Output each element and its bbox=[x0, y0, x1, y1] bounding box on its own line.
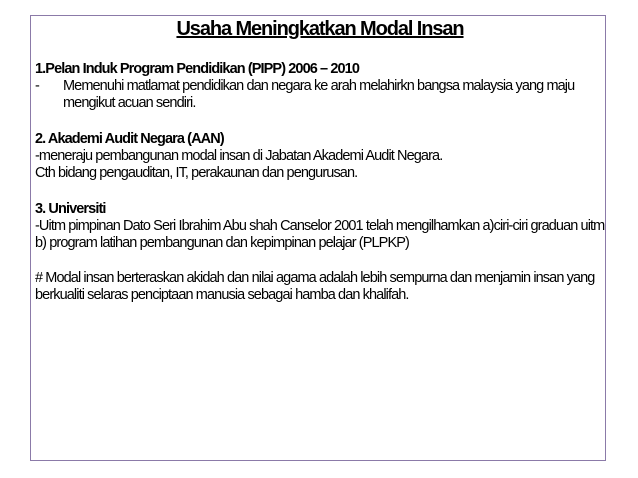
bullet-dash: - bbox=[35, 78, 39, 94]
section-2-line-2: Cth bidang pengauditan, IT, perakaunan dan pengurusan. bbox=[35, 165, 358, 181]
section-2-heading: 2. Akademi Audit Negara (AAN) bbox=[35, 131, 224, 147]
section-3-paragraph: -Uitm pimpinan Dato Seri Ibrahim Abu shah Canselor 2001 telah mengilhamkan a)ciri-ciri graduan uitm b) program latihan pembangunan dan kepimpinan pelajar (PLPKP) bbox=[35, 218, 605, 251]
section-3-heading: 3. Universiti bbox=[35, 201, 106, 217]
slide-title: Usaha Meningkatkan Modal Insan bbox=[176, 18, 464, 40]
slide-content bbox=[35, 14, 605, 304]
closing-note: # Modal insan berteraskan akidah dan nilai agama adalah lebih sempurna dan menjamin insan yang berkualiti selaras penciptaan manusia sebagai hamba dan khalifah. bbox=[35, 270, 595, 303]
section-2-line-1: -meneraju pembangunan modal insan di Jabatan Akademi Audit Negara. bbox=[35, 148, 443, 164]
section-1-bullet bbox=[35, 78, 605, 112]
section-1-heading: 1.Pelan Induk Program Pendidikan (PIPP) 2006 – 2010 bbox=[35, 61, 359, 77]
section-1-text: Memenuhi matlamat pendidikan dan negara ke arah melahirkn bangsa malaysia yang maju mengikut acuan sendiri. bbox=[63, 78, 575, 111]
